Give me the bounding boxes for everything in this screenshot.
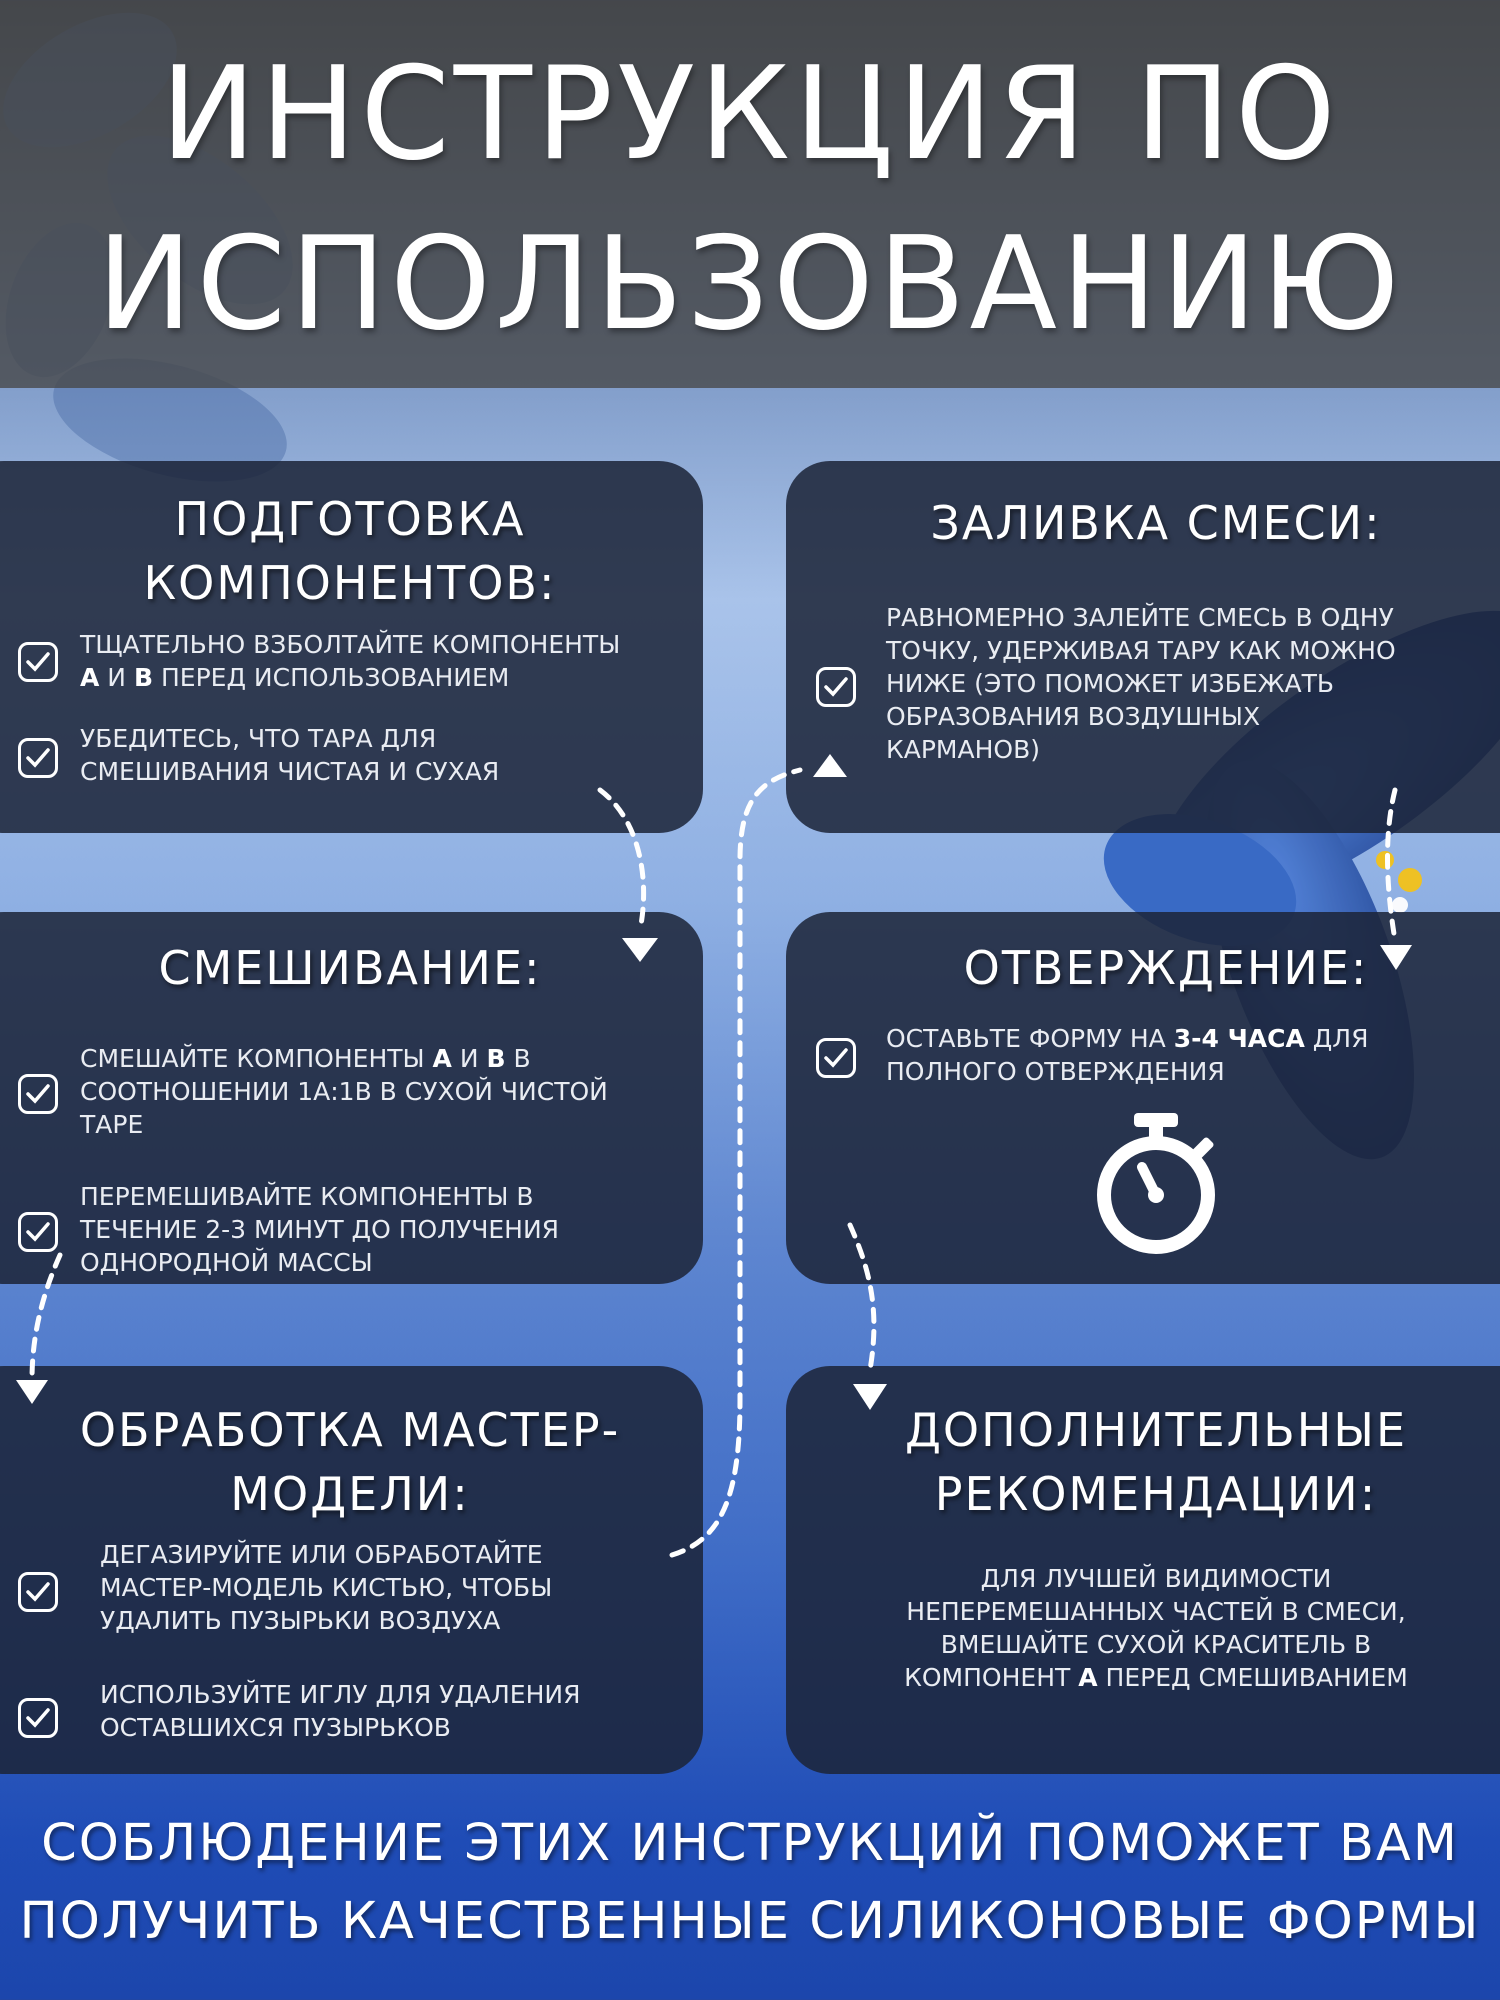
mix-item-1-line1 (80, 1042, 608, 1075)
check-icon (18, 1074, 58, 1114)
page-title (0, 30, 1500, 370)
mix-item-1-bold-a: А (432, 1044, 452, 1073)
extra-text-line4 (786, 1661, 1500, 1694)
check-icon (18, 1698, 58, 1738)
master-item-1-line3: УДАЛИТЬ ПУЗЫРЬКИ ВОЗДУХА (100, 1606, 501, 1635)
cure-item-1-line1 (886, 1022, 1368, 1055)
pour-item-1-line2: ТОЧКУ, УДЕРЖИВАЯ ТАРУ КАК МОЖНО (886, 636, 1396, 665)
pour-item-1-line5: КАРМАНОВ) (886, 735, 1040, 764)
card-prep (0, 461, 703, 833)
cure-item-1-line2: ПОЛНОГО ОТВЕРЖДЕНИЯ (886, 1057, 1225, 1086)
master-item-2-line1: ИСПОЛЬЗУЙТЕ ИГЛУ ДЛЯ УДАЛЕНИЯ (100, 1680, 581, 1709)
card-prep-title-line1: ПОДГОТОВКА (174, 492, 526, 546)
prep-item-2-text (80, 722, 499, 788)
stopwatch-icon (1086, 1107, 1226, 1257)
prep-item-1-bold-b: В (133, 663, 154, 692)
card-master (0, 1366, 703, 1774)
card-cure (786, 912, 1500, 1284)
prep-item-1-text (80, 628, 620, 694)
cure-item-1-bold: 3-4 ЧАСА (1173, 1024, 1305, 1053)
cure-item-1-pre: ОСТАВЬТЕ ФОРМУ НА (886, 1024, 1174, 1053)
footer-line1: СОБЛЮДЕНИЕ ЭТИХ ИНСТРУКЦИЙ ПОМОЖЕТ ВАМ (41, 1814, 1459, 1873)
mix-item-1-text (80, 1042, 608, 1141)
extra-text-line2: НЕПЕРЕМЕШАННЫХ ЧАСТЕЙ В СМЕСИ, (906, 1597, 1406, 1626)
extra-text-line3: ВМЕШАЙТЕ СУХОЙ КРАСИТЕЛЬ В (940, 1630, 1372, 1659)
prep-item-1-bold-a: А (80, 663, 100, 692)
master-item-1-line2: МАСТЕР-МОДЕЛЬ КИСТЬЮ, ЧТОБЫ (100, 1573, 553, 1602)
mix-item-2-line1: ПЕРЕМЕШИВАЙТЕ КОМПОНЕНТЫ В (80, 1182, 534, 1211)
card-prep-title-line2: КОМПОНЕНТОВ: (143, 556, 557, 610)
pour-item-1-text (886, 601, 1396, 766)
master-item-1-text (100, 1538, 552, 1637)
check-icon (816, 667, 856, 707)
card-cure-title: ОТВЕРЖДЕНИЕ: (963, 941, 1369, 995)
pour-item-1-line3: НИЖЕ (ЭТО ПОМОЖЕТ ИЗБЕЖАТЬ (886, 669, 1335, 698)
mix-item-1-mid: И (451, 1044, 487, 1073)
extra-text-bold4: А (1078, 1663, 1098, 1692)
extra-text-pre4: КОМПОНЕНТ (904, 1663, 1079, 1692)
extra-text (786, 1562, 1500, 1694)
prep-item-2-line1: УБЕДИТЕСЬ, ЧТО ТАРА ДЛЯ (80, 724, 437, 753)
check-icon (816, 1038, 856, 1078)
mix-item-1-post: В (505, 1044, 531, 1073)
master-item-1-line1: ДЕГАЗИРУЙТЕ ИЛИ ОБРАБОТАЙТЕ (100, 1540, 543, 1569)
page-title-line2: ИСПОЛЬЗОВАНИЮ (96, 210, 1404, 359)
mix-item-2-text (80, 1180, 559, 1279)
card-prep-title (0, 487, 700, 615)
card-extra-title (786, 1398, 1500, 1526)
cure-item-1-text (886, 1022, 1368, 1088)
prep-item-1-mid: И (99, 663, 134, 692)
prep-item-1-line2 (80, 661, 620, 694)
mix-item-1-bold-b: В (486, 1044, 506, 1073)
card-extra (786, 1366, 1500, 1774)
extra-text-line1: ДЛЯ ЛУЧШЕЙ ВИДИМОСТИ (980, 1564, 1332, 1593)
footer-line2: ПОЛУЧИТЬ КАЧЕСТВЕННЫЕ СИЛИКОНОВЫЕ ФОРМЫ (19, 1892, 1481, 1951)
card-pour-title: ЗАЛИВКА СМЕСИ: (930, 496, 1382, 550)
card-mix-title: СМЕШИВАНИЕ: (158, 941, 542, 995)
check-icon (18, 738, 58, 778)
check-icon (18, 1572, 58, 1612)
page-title-line1: ИНСТРУКЦИЯ ПО (160, 40, 1340, 189)
card-mix (0, 912, 703, 1284)
check-icon (18, 1212, 58, 1252)
prep-item-1-line1: ТЩАТЕЛЬНО ВЗБОЛТАЙТЕ КОМПОНЕНТЫ (80, 630, 621, 659)
footer-note (0, 1805, 1500, 1961)
prep-item-2-line2: СМЕШИВАНИЯ ЧИСТАЯ И СУХАЯ (80, 757, 500, 786)
card-extra-title-line2: РЕКОМЕНДАЦИИ: (934, 1467, 1378, 1521)
card-master-title (0, 1398, 700, 1526)
mix-item-2-line2: ТЕЧЕНИЕ 2-3 МИНУТ ДО ПОЛУЧЕНИЯ (80, 1215, 560, 1244)
mix-item-1-line3: ТАРЕ (80, 1110, 144, 1139)
master-item-2-text (100, 1678, 580, 1744)
extra-text-post4: ПЕРЕД СМЕШИВАНИЕМ (1097, 1663, 1408, 1692)
mix-item-2-line3: ОДНОРОДНОЙ МАССЫ (80, 1248, 373, 1277)
card-extra-title-line1: ДОПОЛНИТЕЛЬНЫЕ (904, 1403, 1408, 1457)
check-icon (18, 642, 58, 682)
cure-item-1-post: ДЛЯ (1304, 1024, 1369, 1053)
mix-item-1-line2: СООТНОШЕНИИ 1А:1В В СУХОЙ ЧИСТОЙ (80, 1077, 608, 1106)
pour-item-1-line4: ОБРАЗОВАНИЯ ВОЗДУШНЫХ (886, 702, 1261, 731)
card-master-title-line1: ОБРАБОТКА МАСТЕР- (79, 1403, 621, 1457)
card-pour (786, 461, 1500, 833)
card-master-title-line2: МОДЕЛИ: (230, 1467, 470, 1521)
mix-item-1-pre: СМЕШАЙТЕ КОМПОНЕНТЫ (80, 1044, 433, 1073)
pour-item-1-line1: РАВНОМЕРНО ЗАЛЕЙТЕ СМЕСЬ В ОДНУ (886, 603, 1394, 632)
master-item-2-line2: ОСТАВШИХСЯ ПУЗЫРЬКОВ (100, 1713, 451, 1742)
prep-item-1-post: ПЕРЕД ИСПОЛЬЗОВАНИЕМ (153, 663, 510, 692)
